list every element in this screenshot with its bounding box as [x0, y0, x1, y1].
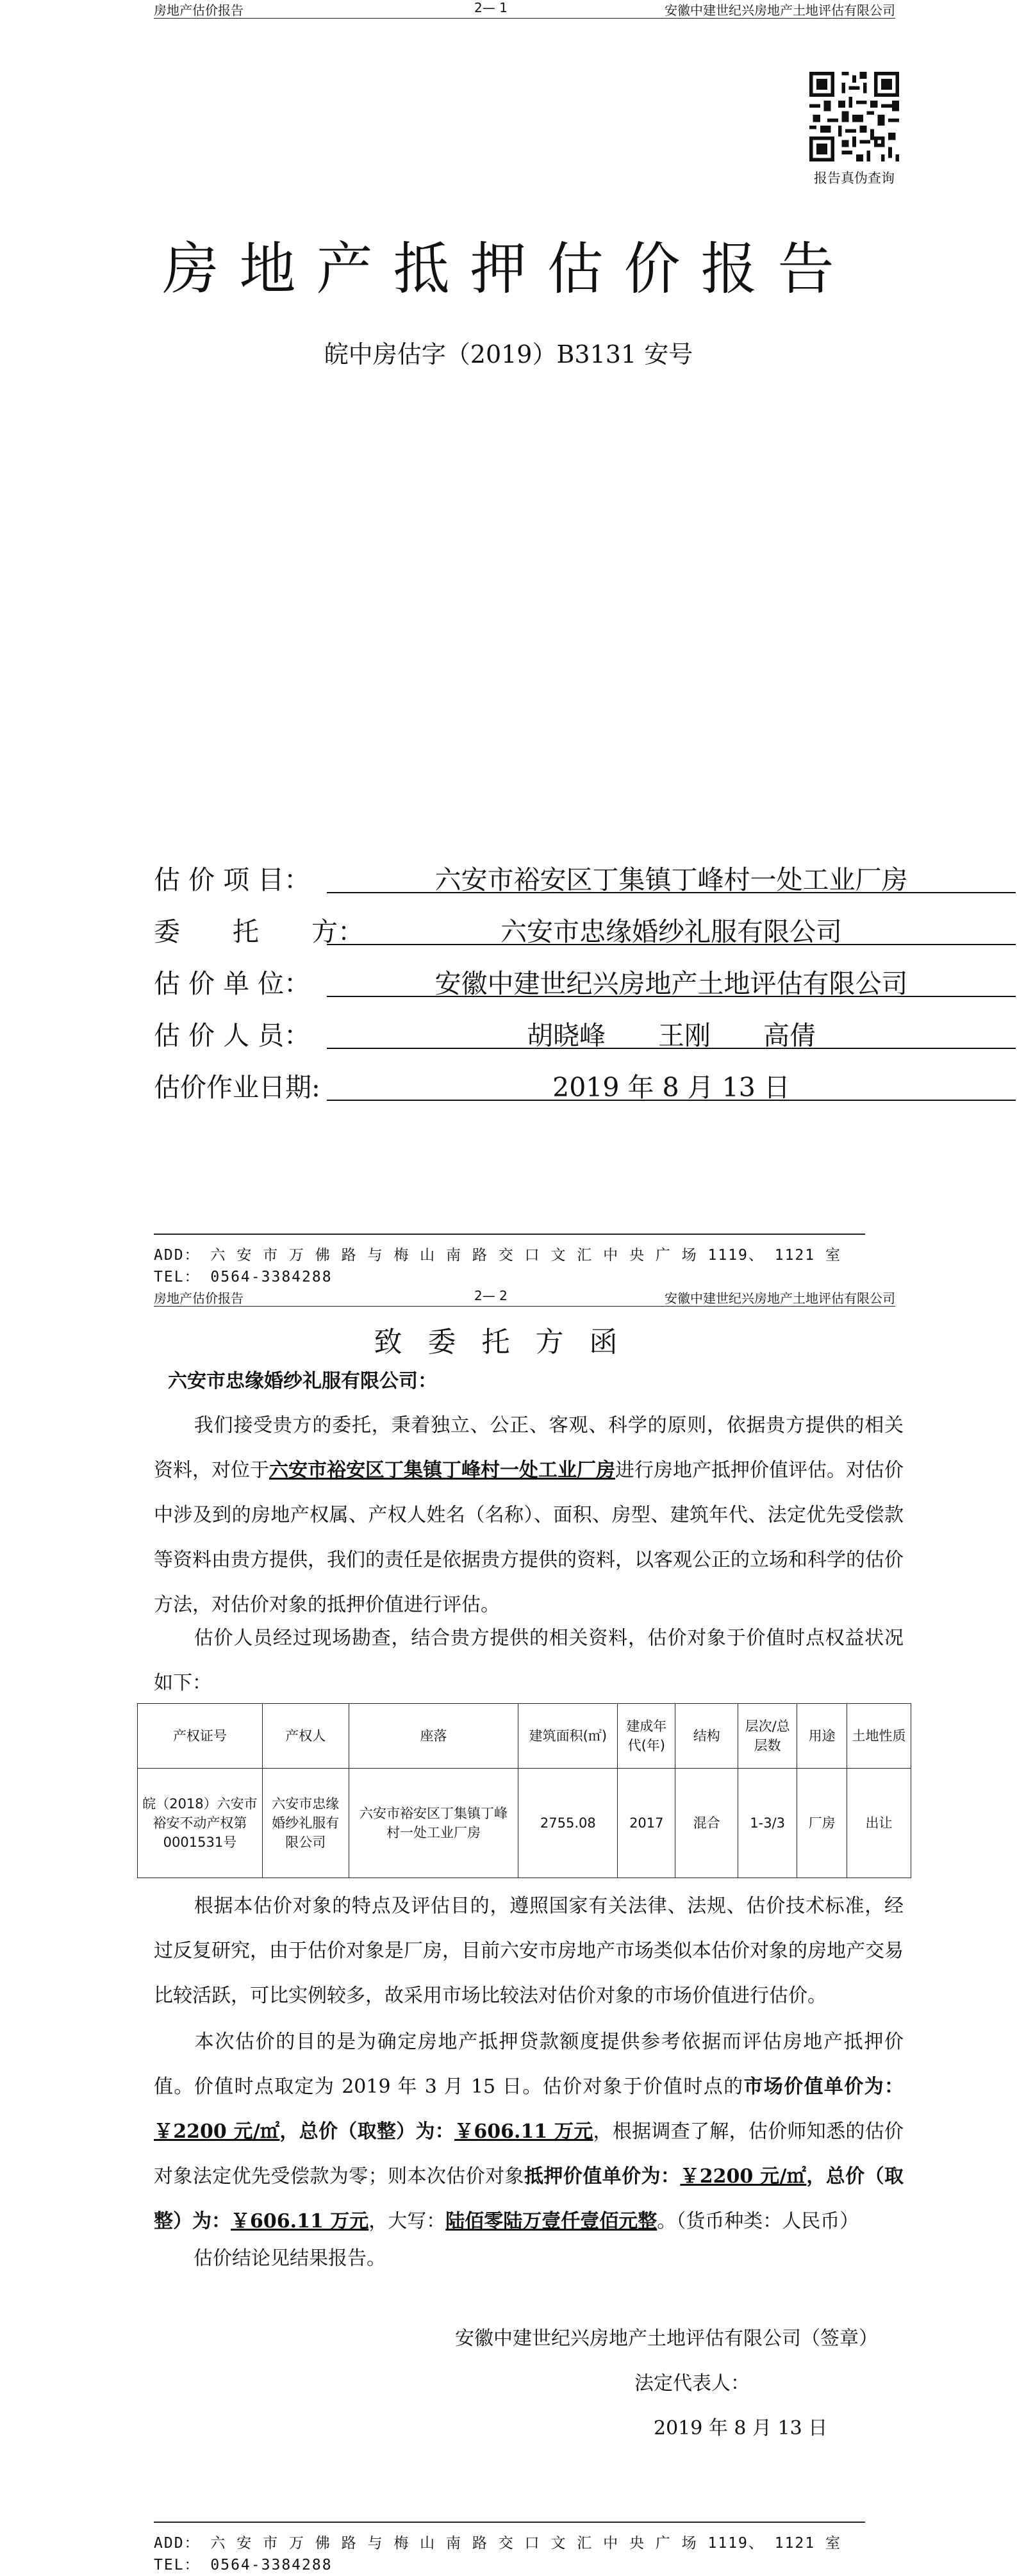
p4-market-total-label: ，总价（取整）为：	[279, 2120, 455, 2143]
footer-divider	[154, 1234, 865, 1235]
table-cell: 皖（2018）六安市裕安不动产权第0001531号	[138, 1769, 263, 1878]
qr-caption: 报告真伪查询	[814, 170, 895, 186]
paragraph-4	[154, 2020, 904, 2244]
header-page-number: 2— 1	[474, 0, 508, 15]
letter-page	[0, 1288, 1017, 2576]
p4-text: 。（货币种类：人民币）	[657, 2210, 859, 2233]
p4-text: 本次估价的目的是为确定房地产抵押贷款额度提供参考依据而评估房地产抵押价值。价值时点取定为 2019 年 3 月 15 日。估价对象于价值时点的	[154, 2031, 904, 2098]
table-cell: 2017	[618, 1769, 675, 1878]
table-header-cell: 结构	[675, 1704, 738, 1769]
p4-text: ，大写：	[368, 2210, 446, 2233]
paragraph-2	[154, 1616, 904, 1706]
signature-legal-rep: 法定代表人：	[634, 2372, 750, 2395]
signature-company: 安徽中建世纪兴房地产土地评估有限公司（签章）	[455, 2327, 878, 2350]
table-cell: 1-3/3	[738, 1769, 797, 1878]
footer-address: ADD： 六 安 市 万 佛 路 与 梅 山 南 路 交 口 文 汇 中 央 广 场 1119、 1121 室	[154, 2535, 841, 2552]
table-header-cell: 产权人	[262, 1704, 349, 1769]
paragraph-1	[154, 1403, 904, 1628]
paragraph-5	[154, 2236, 904, 2281]
header-page-number: 2— 2	[474, 1288, 508, 1303]
info-value: 胡晓峰 王刚 高倩	[327, 1014, 1016, 1049]
p5-text: 估价结论见结果报告。	[194, 2247, 386, 2270]
footer-address: ADD： 六 安 市 万 佛 路 与 梅 山 南 路 交 口 文 汇 中 央 广 场 1119、 1121 室	[154, 1247, 841, 1264]
table-cell: 出让	[847, 1769, 911, 1878]
p1-text-a: 我们接受贵方的委托，秉着独立、公正、客观、科学的原则，依据贵方提供的相关资料，对位于	[154, 1414, 904, 1482]
header-left: 房地产估价报告	[154, 3, 244, 18]
table-cell: 厂房	[797, 1769, 847, 1878]
table-header-cell: 座落	[349, 1704, 518, 1769]
p4-text: ，根据调查了解，估价师知悉的估价对象法定优先受偿款为零；则本次估价对象	[154, 2120, 904, 2188]
info-label: 估 价 项 目：	[154, 864, 311, 895]
report-title: 房地产抵押估价报告	[162, 236, 855, 302]
page-header	[154, 1288, 895, 1307]
table-cell: 六安市忠缘婚纱礼服有限公司	[262, 1769, 349, 1878]
info-value: 六安市忠缘婚纱礼服有限公司	[327, 911, 1016, 945]
table-cell: 混合	[675, 1769, 738, 1878]
info-label: 委 托 方：	[154, 916, 364, 947]
footer-tel: TEL： 0564-3384288	[154, 1269, 333, 1285]
header-left: 房地产估价报告	[154, 1291, 244, 1306]
paragraph-3	[154, 1884, 904, 2019]
letter-title: 致委托方函	[374, 1326, 643, 1358]
table-row	[138, 1769, 911, 1878]
p4-mortgage-total-label: ，总价（取整）为：	[154, 2165, 904, 2233]
page-header	[154, 0, 895, 19]
table-header-cell: 层次/总层数	[738, 1704, 797, 1769]
p4-mortgage-unit-label: 抵押价值单价为：	[524, 2165, 681, 2188]
table-header-cell: 用途	[797, 1704, 847, 1769]
p4-amount-in-words: 陆佰零陆万壹仟壹佰元整	[445, 2210, 657, 2233]
header-company: 安徽中建世纪兴房地产土地评估有限公司	[665, 1291, 895, 1306]
info-value: 六安市裕安区丁集镇丁峰村一处工业厂房	[327, 859, 1016, 893]
salutation: 六安市忠缘婚纱礼服有限公司：	[168, 1370, 437, 1392]
p3-text: 根据本估价对象的特点及评估目的，遵照国家有关法律、法规、估价技术标准，经过反复研究，由于估价对象是厂房，目前六安市房地产市场类似本估价对象的房地产交易比较活跃，可比实例较多，故采用市场比较法对估价对象的市场价值进行估价。	[154, 1895, 904, 2007]
info-label: 估 价 人 员：	[154, 1020, 311, 1051]
header-company: 安徽中建世纪兴房地产土地评估有限公司	[665, 3, 895, 18]
info-value: 安徽中建世纪兴房地产土地评估有限公司	[327, 962, 1016, 997]
table-header-cell: 建筑面积(㎡)	[518, 1704, 618, 1769]
table-cell: 2755.08	[518, 1769, 618, 1878]
document-number: 皖中房估字（2019）B3131 安号	[324, 340, 693, 368]
footer-divider	[154, 2522, 865, 2523]
p1-text-c: 进行房地产抵押价值评估。对估价中涉及到的房地产权属、产权人姓名（名称）、面积、房型、建筑年代、法定优先受偿款等资料由贵方提供，我们的责任是依据贵方提供的资料，以客观公正的立场和科学的估价方法，对估价对象的抵押价值进行评估。	[154, 1459, 904, 1616]
p4-market-total-price: ￥606.11 万元	[454, 2120, 593, 2143]
info-label: 估 价 单 位：	[154, 968, 311, 999]
table-header-cell: 建成年代(年)	[618, 1704, 675, 1769]
p4-mortgage-unit-price: ￥2200 元/㎡	[680, 2165, 807, 2188]
p4-market-unit-label: 市场价值单价为：	[743, 2076, 904, 2098]
table-header-cell: 土地性质	[847, 1704, 911, 1769]
p2-text: 估价人员经过现场勘查，结合贵方提供的相关资料，估价对象于价值时点权益状况如下：	[154, 1627, 904, 1694]
table-header-row	[138, 1704, 911, 1769]
table-cell: 六安市裕安区丁集镇丁峰村一处工业厂房	[349, 1769, 518, 1878]
qr-code-icon[interactable]	[809, 72, 899, 161]
footer-tel: TEL： 0564-3384288	[154, 2557, 333, 2573]
info-value: 2019 年 8 月 13 日	[327, 1066, 1016, 1101]
property-table	[137, 1703, 911, 1878]
p4-market-unit-price: ￥2200 元/㎡	[154, 2120, 280, 2143]
signature-date: 2019 年 8 月 13 日	[654, 2417, 828, 2440]
p1-property-location: 六安市裕安区丁集镇丁峰村一处工业厂房	[269, 1459, 615, 1482]
table-header-cell: 产权证号	[138, 1704, 263, 1769]
info-label: 估价作业日期:	[154, 1072, 320, 1103]
p4-mortgage-total-price: ￥606.11 万元	[231, 2210, 369, 2233]
